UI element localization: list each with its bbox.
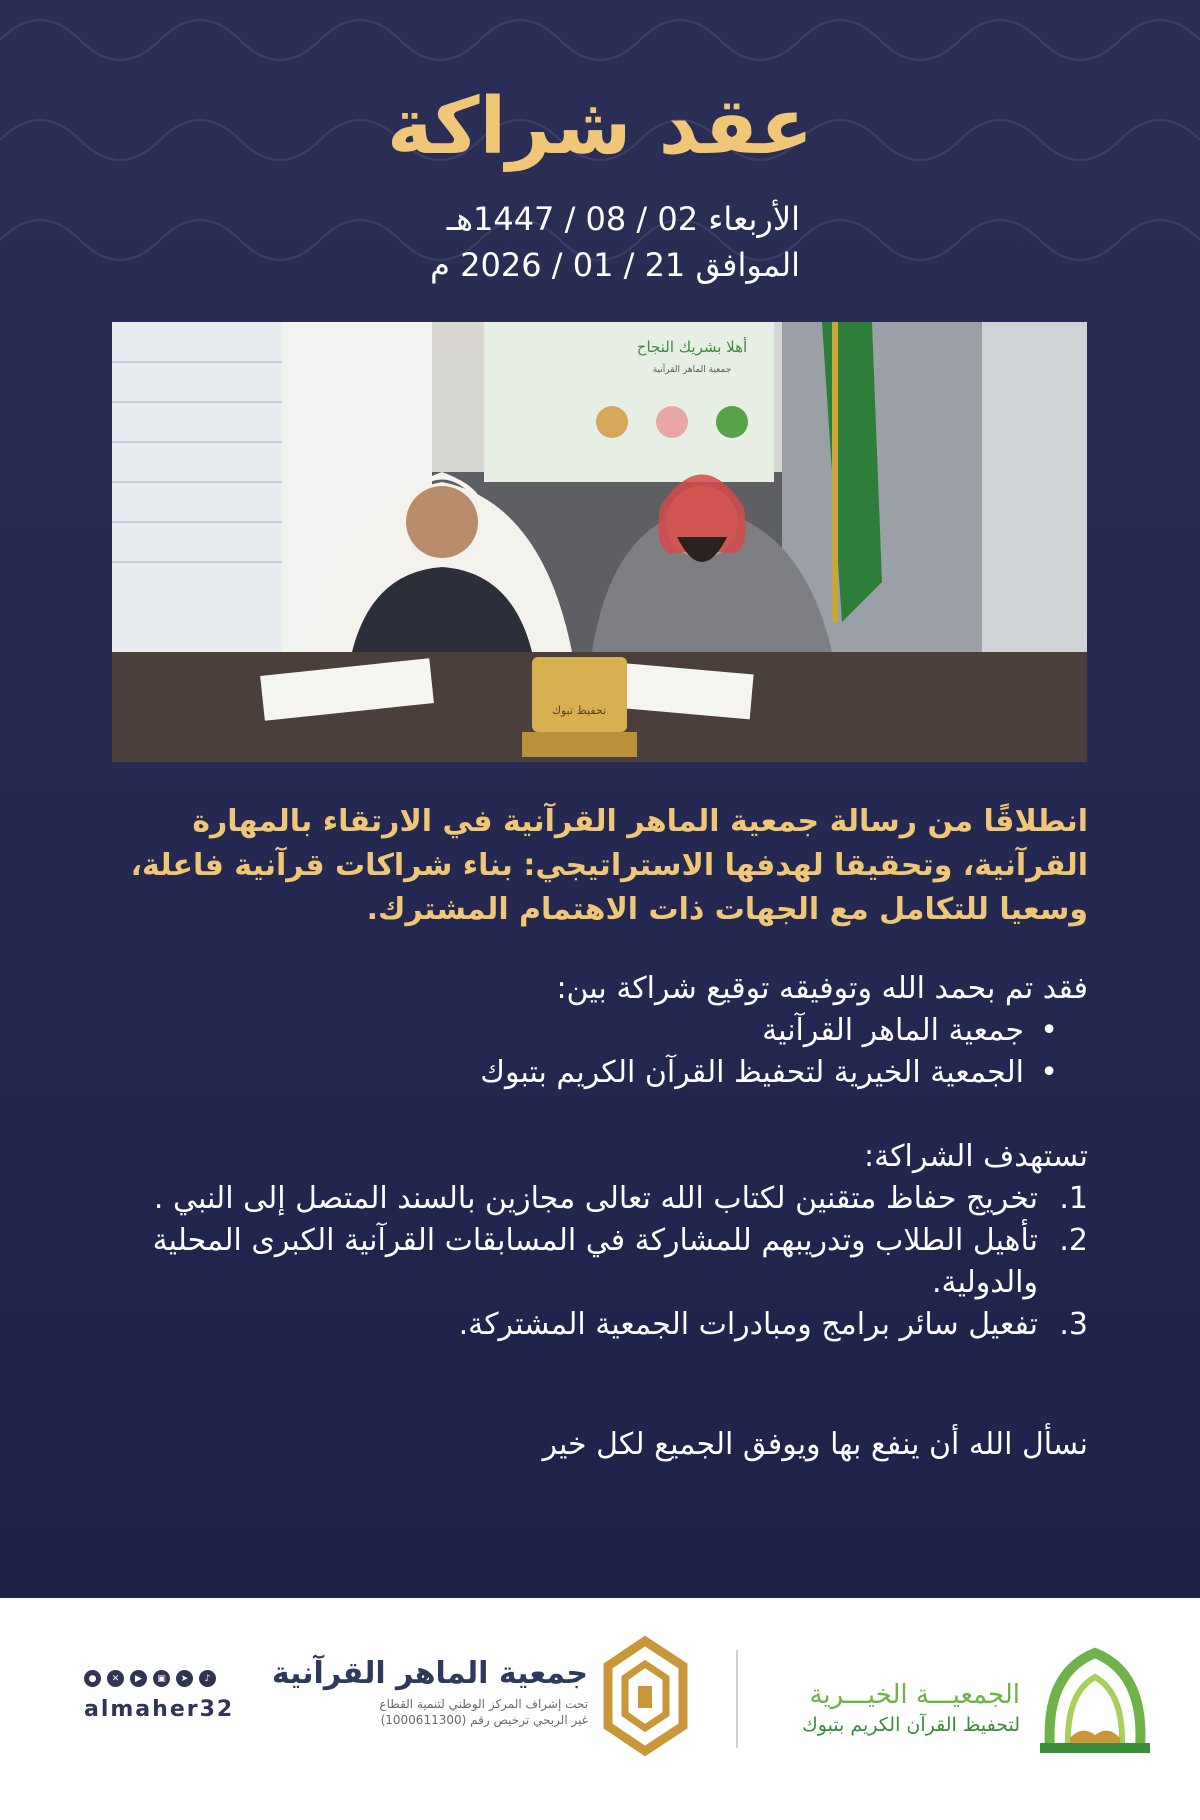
- gregorian-date: الموافق 21 / 01 / 2026 م: [430, 246, 800, 284]
- goal-item: [112, 1304, 1088, 1346]
- intro-paragraph: انطلاقًا من رسالة جمعية الماهر القرآنية في الارتقاء بالمهارة القرآنية، وتحقيقا لهدفها الاستراتيجي: بناء شراكات قرآنية فاعلة، وسعيا للتكامل مع الجهات ذات الاهتمام المشترك.: [130, 804, 1088, 927]
- screen-welcome-text: أهلا بشريك النجاح: [636, 338, 748, 356]
- goal-number: 1.: [1059, 1181, 1088, 1216]
- goals-section: [112, 1136, 1088, 1346]
- tabuk-association-name: [802, 1680, 1020, 1736]
- youtube-icon[interactable]: ▶: [130, 1670, 147, 1687]
- goal-item: [112, 1220, 1088, 1304]
- almaher-association-name: [272, 1656, 588, 1727]
- closing-prayer: نسأل الله أن ينفع بها ويوفق الجميع لكل خير: [542, 1427, 1088, 1462]
- social-icons: [84, 1670, 234, 1687]
- almaher-association-logo: [598, 1636, 693, 1756]
- tiktok-icon[interactable]: ♪: [199, 1670, 216, 1687]
- goal-number: 3.: [1059, 1307, 1088, 1342]
- social-block: [84, 1670, 234, 1722]
- footer-divider: [736, 1650, 738, 1748]
- instagram-icon[interactable]: ▣: [153, 1670, 170, 1687]
- signing-ceremony-photo: [112, 322, 1087, 762]
- almaher-name-line2: تحت إشراف المركز الوطني لتنمية القطاع: [379, 1697, 588, 1711]
- snapchat-icon[interactable]: ●: [84, 1670, 101, 1687]
- tabuk-name-line2: لتحفيظ القرآن الكريم بتبوك: [802, 1714, 1020, 1736]
- goal-item: [112, 1178, 1088, 1220]
- partner-item: • الجمعية الخيرية لتحفيظ القرآن الكريم بتبوك: [112, 1052, 1048, 1094]
- goal-text: تفعيل سائر برامج ومبادرات الجمعية المشتركة.: [458, 1307, 1038, 1342]
- almaher-name-line1: جمعية الماهر القرآنية: [271, 1656, 588, 1691]
- footer: [0, 1598, 1200, 1820]
- goals-list: [112, 1178, 1088, 1346]
- telegram-icon[interactable]: ➤: [176, 1670, 193, 1687]
- goal-text: تأهيل الطلاب وتدريبهم للمشاركة في المسابقات القرآنية الكبرى المحلية والدولية.: [152, 1223, 1038, 1300]
- goal-text: تخريج حفاظ متقنين لكتاب الله تعالى مجازين بالسند المتصل إلى النبي .: [153, 1181, 1038, 1216]
- date-block: [430, 196, 800, 288]
- x-icon[interactable]: ✕: [107, 1670, 124, 1687]
- page-title: عقد شراكة: [386, 82, 814, 172]
- goal-number: 2.: [1059, 1223, 1088, 1258]
- partners-list: [112, 1010, 1088, 1094]
- goals-heading: تستهدف الشراكة:: [864, 1139, 1088, 1174]
- tabuk-association-logo: [1030, 1643, 1160, 1763]
- partners-section: [112, 968, 1088, 1094]
- screen-subtitle-text: جمعية الماهر القرآنية: [652, 365, 732, 375]
- trophy-label: تحفيظ تبوك: [551, 704, 607, 717]
- partner-item: • جمعية الماهر القرآنية: [112, 1010, 1048, 1052]
- partners-heading: فقد تم بحمد الله وتوفيقه توقيع شراكة بين:: [556, 971, 1088, 1006]
- almaher-name-line3: غير الربحي ترخيص رقم (1000611300): [380, 1713, 588, 1727]
- social-handle[interactable]: almaher32: [84, 1697, 235, 1722]
- tabuk-name-line1: الجمعيـــة الخيـــرية: [809, 1680, 1020, 1710]
- hijri-date: الأربعاء 02 / 08 / 1447هـ: [446, 200, 800, 238]
